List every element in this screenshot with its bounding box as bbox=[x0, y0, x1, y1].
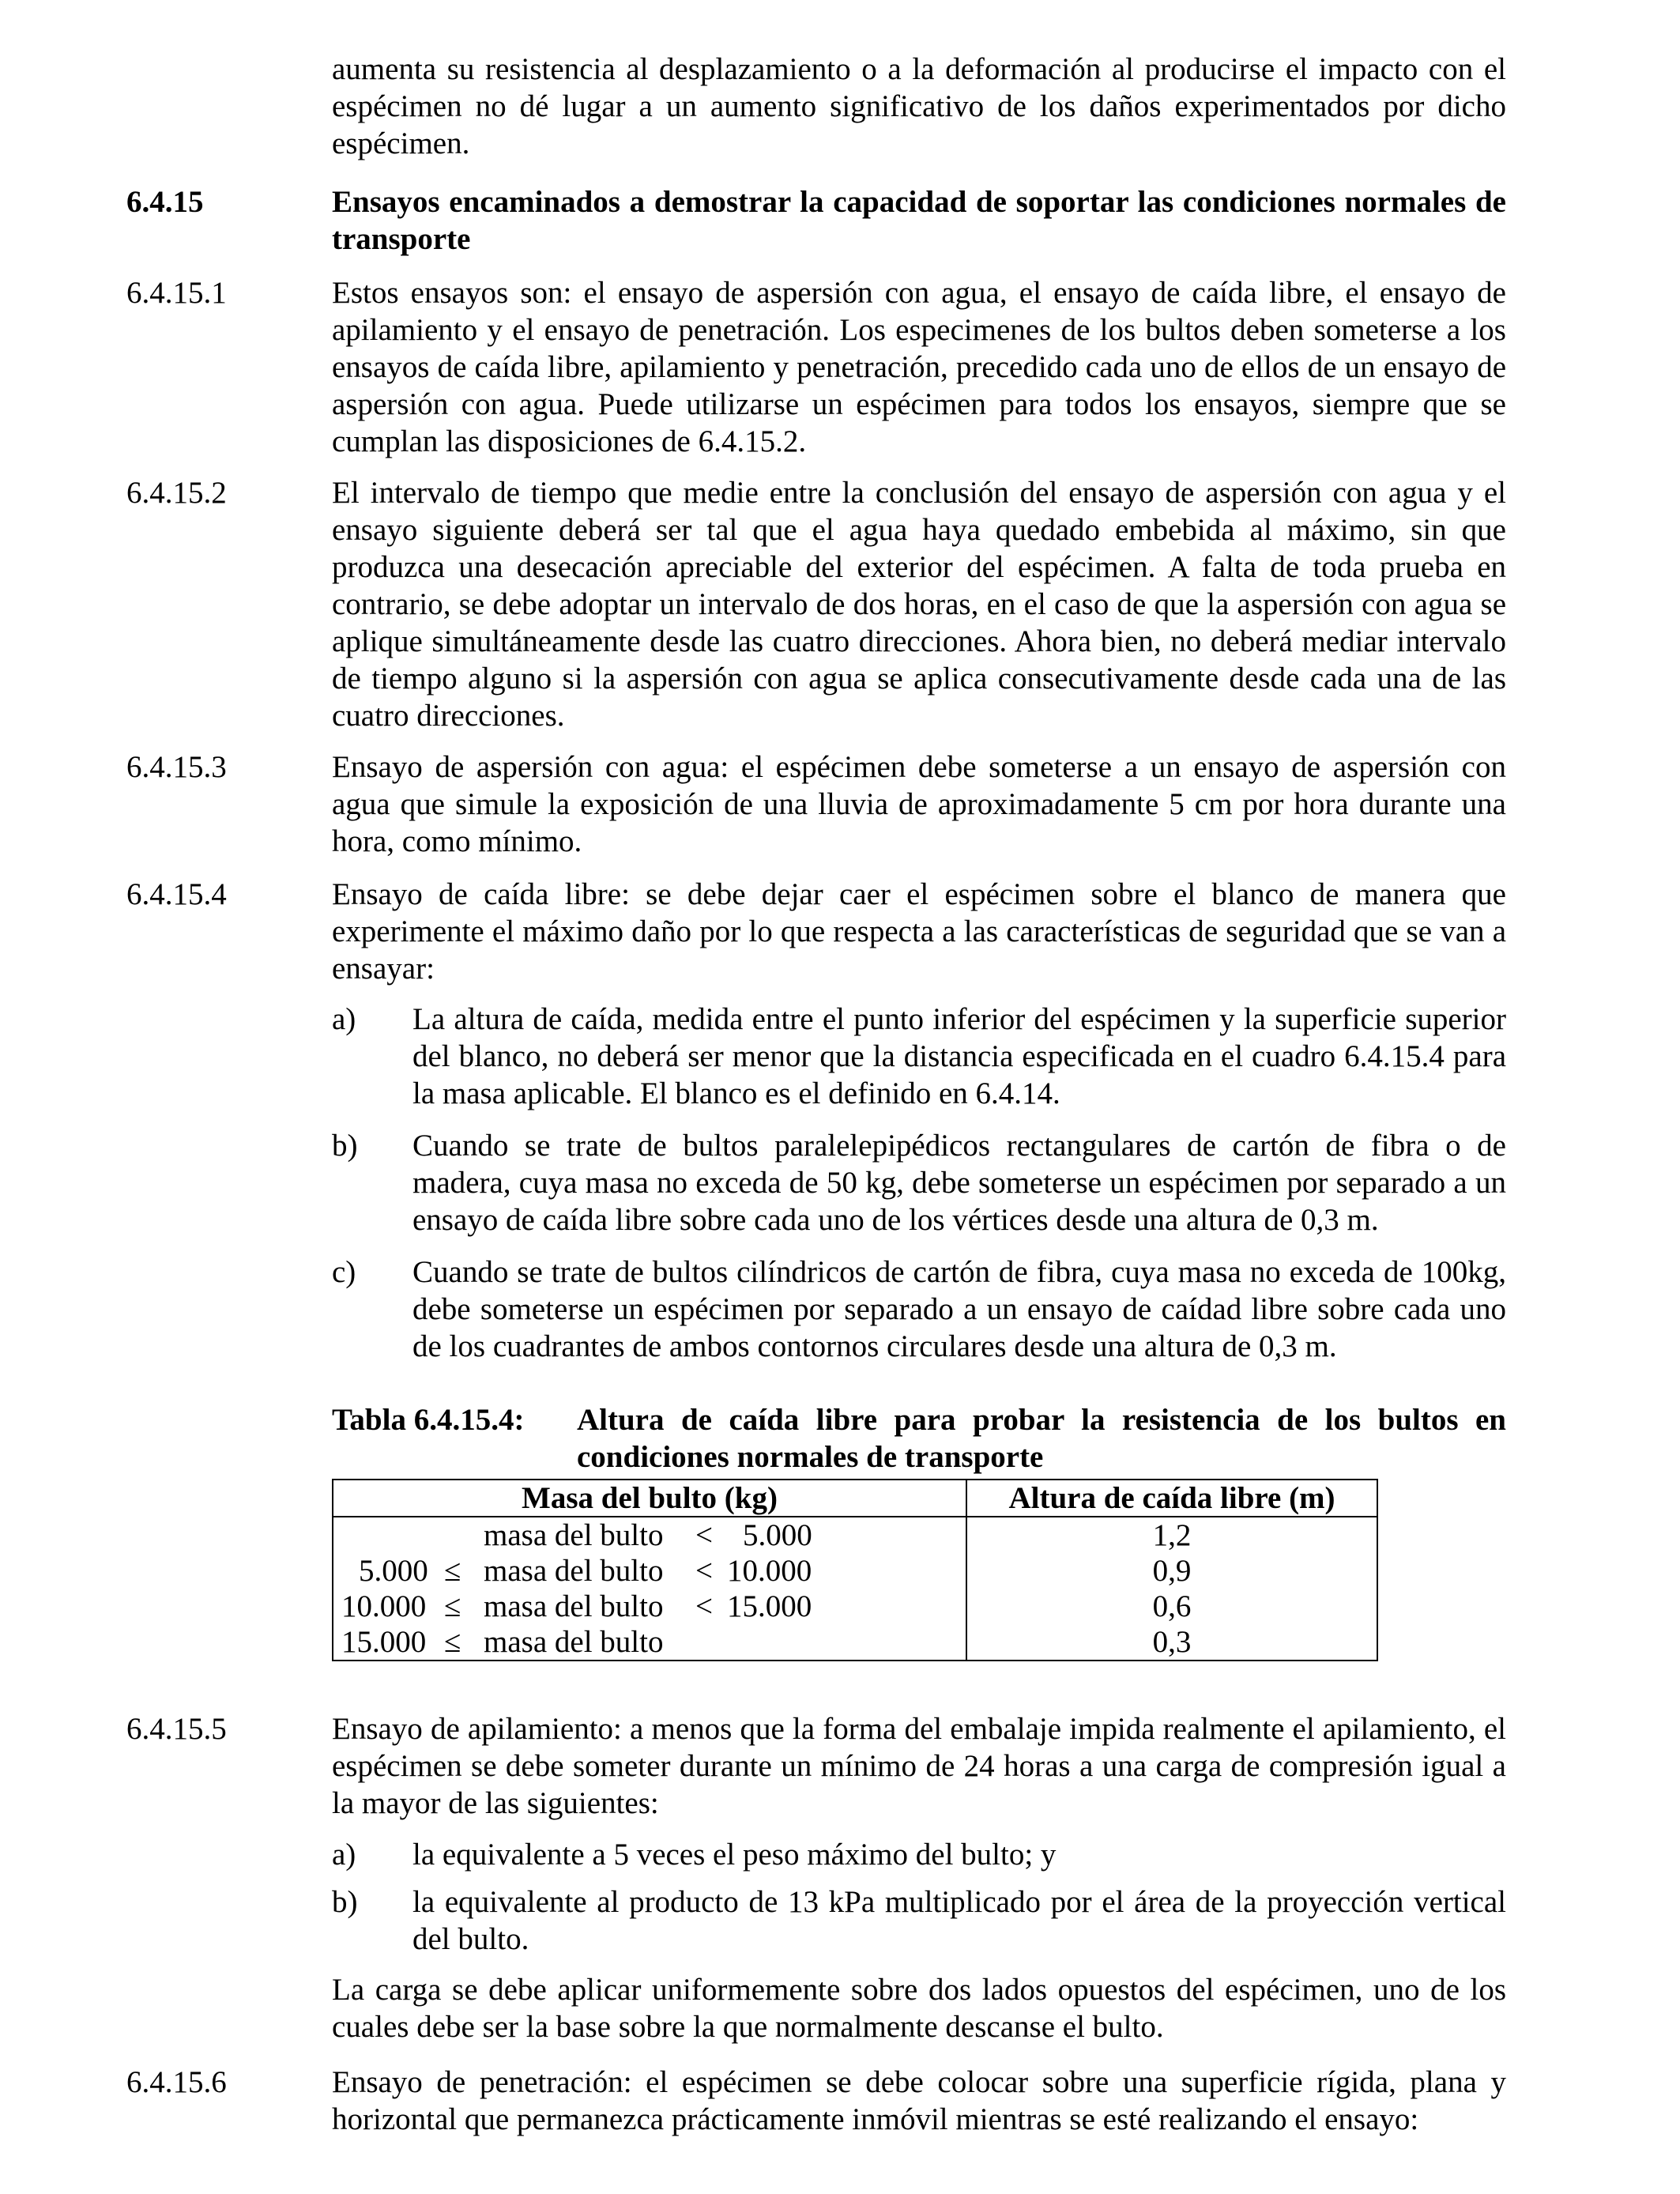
section-number: 6.4.15.5 bbox=[126, 1712, 227, 1746]
list-item-label: a) bbox=[332, 1002, 356, 1036]
list-item-text: Cuando se trate de bultos paralelepipédicos rectangulares de cartón de fibra o de madera, cuya masa no exceda de 50 kg, debe someterse un espécimen por separado a un ensayo de caída libre sobre cada uno de los vértices desde una altura de 0,3 m. bbox=[412, 1129, 1506, 1237]
section-paragraph: Estos ensayos son: el ensayo de aspersión con agua, el ensayo de caída libre, el ensayo de apilamiento y el ensayo de penetración. Los especimenes de los bultos deben someterse a los ensayos de caída libre, apilamiento y penetración, precedido cada uno de ellos de un ensayo de aspersión con agua. Puede utilizarse un espécimen para todos los ensayos, siempre que se cumplan las disposiciones de 6.4.15.2. bbox=[332, 276, 1506, 458]
mass-op1: ≤ bbox=[444, 1554, 461, 1588]
mass-op1: ≤ bbox=[444, 1625, 461, 1659]
drop-height: 0,9 bbox=[966, 1553, 1377, 1589]
section-paragraph: Ensayo de aspersión con agua: el espécimen debe someterse a un ensayo de aspersión con agua que simule la exposición de una lluvia de aproximadamente 5 cm por hora durante una hora, como mínimo. bbox=[332, 750, 1506, 858]
table-row bbox=[333, 1517, 1377, 1553]
section-number: 6.4.15.2 bbox=[126, 476, 227, 510]
intro-paragraph: aumenta su resistencia al desplazamiento o a la deformación al producirse el impacto con el espécimen no dé lugar a un aumento significativo de los daños experimentados por dicho espécimen. bbox=[332, 52, 1506, 160]
mass-high: 15.000 bbox=[727, 1589, 812, 1623]
drop-height: 1,2 bbox=[966, 1517, 1377, 1553]
section-paragraph: Ensayo de apilamiento: a menos que la forma del embalaje impida realmente el apilamiento, el espécimen se debe someter durante un mínimo de 24 horas a una carga de compresión igual a la mayor de las siguientes: bbox=[332, 1712, 1506, 1820]
section-number: 6.4.15.1 bbox=[126, 276, 227, 310]
mass-op2: < bbox=[695, 1589, 713, 1623]
mass-op1: ≤ bbox=[444, 1589, 461, 1623]
mass-low: 15.000 bbox=[341, 1625, 427, 1659]
mass-label: masa del bulto bbox=[484, 1518, 664, 1552]
section-number: 6.4.15.6 bbox=[126, 2065, 227, 2099]
mass-low: 5.000 bbox=[359, 1554, 428, 1588]
closing-paragraph: La carga se debe aplicar uniformemente sobre dos lados opuestos del espécimen, uno de los cuales debe ser la base sobre la que normalmente descanse el bulto. bbox=[332, 1973, 1506, 2044]
table-row bbox=[333, 1553, 1377, 1589]
table-header-height: Altura de caída libre (m) bbox=[966, 1480, 1377, 1517]
list-item-label: a) bbox=[332, 1838, 356, 1872]
table-caption-text: Altura de caída libre para probar la resistencia de los bultos en condiciones normales de transporte bbox=[577, 1403, 1506, 1474]
drop-height: 0,3 bbox=[966, 1624, 1377, 1661]
mass-low: 10.000 bbox=[341, 1589, 427, 1623]
mass-high: 5.000 bbox=[743, 1518, 812, 1552]
table-header-row bbox=[333, 1480, 1377, 1517]
mass-label: masa del bulto bbox=[484, 1589, 664, 1623]
table-header-mass: Masa del bulto (kg) bbox=[333, 1480, 966, 1517]
section-heading: Ensayos encaminados a demostrar la capacidad de soportar las condiciones normales de transporte bbox=[332, 185, 1506, 256]
drop-height: 0,6 bbox=[966, 1589, 1377, 1624]
mass-high: 10.000 bbox=[727, 1554, 812, 1588]
list-item-label: c) bbox=[332, 1255, 356, 1289]
table-row bbox=[333, 1589, 1377, 1624]
mass-label: masa del bulto bbox=[484, 1554, 664, 1588]
mass-op2: < bbox=[695, 1554, 713, 1588]
list-item-text: la equivalente a 5 veces el peso máximo del bulto; y bbox=[412, 1838, 1057, 1872]
table-caption-label: Tabla 6.4.15.4: bbox=[332, 1403, 525, 1437]
list-item-text: La altura de caída, medida entre el punto inferior del espécimen y la superficie superior del blanco, no deberá ser menor que la distancia especificada en el cuadro 6.4.15.4 para la masa aplicable. El blanco es el definido en 6.4.14. bbox=[412, 1002, 1506, 1110]
mass-op2: < bbox=[695, 1518, 713, 1552]
section-paragraph: El intervalo de tiempo que medie entre la conclusión del ensayo de aspersión con agua y el ensayo siguiente deberá ser tal que el agua haya quedado embebida al máximo, sin que produzca una desecación apreciable del exterior del espécimen. A falta de toda prueba en contrario, se debe adoptar un intervalo de dos horas, en el caso de que la aspersión con agua se aplique simultáneamente desde las cuatro direcciones. Ahora bien, no deberá mediar intervalo de tiempo alguno si la aspersión con agua se aplica consecutivamente desde cada una de las cuatro direcciones. bbox=[332, 476, 1506, 733]
list-item-text: Cuando se trate de bultos cilíndricos de cartón de fibra, cuya masa no exceda de 100kg, debe someterse un espécimen por separado a un ensayo de caídad libre sobre cada uno de los cuadrantes de ambos contornos circulares desde una altura de 0,3 m. bbox=[412, 1255, 1506, 1363]
table-row bbox=[333, 1624, 1377, 1661]
list-item-label: b) bbox=[332, 1129, 358, 1163]
section-number: 6.4.15.3 bbox=[126, 750, 227, 784]
section-paragraph: Ensayo de penetración: el espécimen se debe colocar sobre una superficie rígida, plana y horizontal que permanezca prácticamente inmóvil mientras se esté realizando el ensayo: bbox=[332, 2065, 1506, 2136]
drop-height-table bbox=[332, 1479, 1378, 1661]
mass-label: masa del bulto bbox=[484, 1625, 664, 1659]
list-item-label: b) bbox=[332, 1885, 358, 1919]
section-number: 6.4.15.4 bbox=[126, 877, 227, 911]
list-item-text: la equivalente al producto de 13 kPa multiplicado por el área de la proyección vertical del bulto. bbox=[412, 1885, 1506, 1956]
section-number: 6.4.15 bbox=[126, 185, 204, 219]
section-paragraph: Ensayo de caída libre: se debe dejar caer el espécimen sobre el blanco de manera que experimente el máximo daño por lo que respecta a las características de seguridad que se van a ensayar: bbox=[332, 877, 1506, 986]
